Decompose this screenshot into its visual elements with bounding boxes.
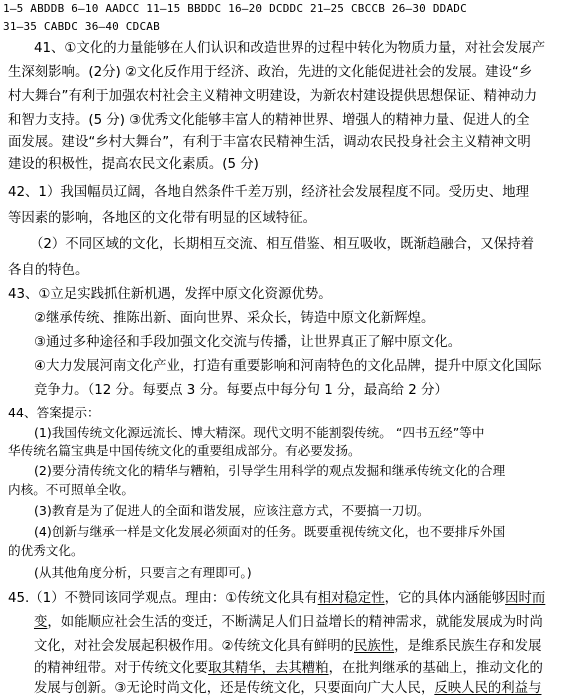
q41-line-3: 村大舞台”有利于加强农村社会主义精神文明建设，为新农村建设提供思想保证、精神动力 [8, 89, 538, 104]
q44-line-1: 44、答案提示： [8, 405, 100, 420]
q41-line-1: 41、①文化的力量能够在人们认识和改造世界的过程中转化为物质力量，对社会发展产 [34, 41, 546, 56]
q45-underline-essence: 取其精华，去其糟粕 [208, 661, 329, 676]
q45-line-3: 文化，对社会发展起积极作用。②传统文化具有鲜明的民族性，是维系民族生存和发展 [34, 639, 542, 654]
q45-line-2: 变，如能顺应社会生活的变迁，不断满足人们日益增长的精神需求，就能发展成为时尚 [34, 615, 543, 630]
q43-line-4: ④大力发展河南文化产业，打造有重要影响和河南特色的文化品牌，提升中原文化国际 [34, 359, 542, 374]
q42-line-3: （2）不同区域的文化，长期相互交流、相互借鉴、相互吸收，既渐趋融合，又保持着 [30, 237, 534, 252]
q45-line-4: 的精神纽带。对于传统文化要取其精华，去其糟粕，在批判继承的基础上，推动文化的 [34, 661, 543, 676]
q42-line-1: 42、1）我国幅员辽阔，各地自然条件千差万别，经济社会发展程度不同。受历史、地理 [8, 185, 530, 200]
q43-line-2: ②继承传统、推陈出新、面向世界、采众长，铸造中原文化新辉煌。 [34, 311, 435, 326]
q45-underline-change: 因时而 [505, 591, 546, 606]
q44-line-7: (4)创新与继承一样是文化发展必须面对的任务。既要重视传统文化，也不要排斥外国 [34, 524, 506, 539]
q44-line-8: 的优秀文化。 [8, 543, 84, 558]
q45-underline-interests: 反映人民的利益与 [434, 681, 542, 696]
q44-line-6: (3)教育是为了促进人的全面和谐发展，应该注意方式，不要搞一刀切。 [34, 503, 430, 518]
q45-line-5: 发展与创新。③无论时尚文化，还是传统文化，只要面向广大人民，反映人民的利益与 [34, 681, 542, 696]
q42-line-2: 等因素的影响，各地区的文化带有明显的区域特征。 [8, 211, 316, 226]
q45-underline-nationality: 民族性 [354, 639, 395, 654]
q44-line-2: (1)我国传统文化源远流长、博大精深。现代文明不能割裂传统。 “四书五经”等中 [34, 425, 485, 440]
q45-line-1: 45.（1）不赞同该同学观点。理由：①传统文化具有相对稳定性，它的具体内涵能够因时而 [8, 591, 546, 606]
q45-underline-stability: 相对稳定性 [317, 591, 385, 606]
q43-line-1: 43、①立足实践抓住新机遇，发挥中原文化资源优势。 [8, 287, 332, 302]
q41-line-6: 建设的积极性，提高农民文化素质。(5 分) [8, 157, 259, 172]
q43-line-3: ③通过多种途径和手段加强文化交流与传播，让世界真正了解中原文化。 [34, 335, 462, 350]
choice-answers-line-1: 1—5 ABDDB 6—10 AADCC 11—15 BBDDC 16—20 DCDDC 21—25 CBCCB 26—30 DDADC [3, 2, 467, 15]
q42-line-4: 各自的特色。 [8, 263, 89, 278]
q44-line-4: (2)要分清传统文化的精华与糟粕，引导学生用科学的观点发掘和继承传统文化的合理 [34, 463, 506, 478]
q43-line-5: 竞争力。（12 分。每要点 3 分。每要点中每分句 1 分，最高给 2 分） [34, 383, 448, 398]
q41-line-5: 面发展。建设“乡村大舞台”，有利于丰富农民精神生活，调动农民投身社会主义精神文明 [8, 135, 531, 150]
q41-line-4: 和智力支持。(5 分) ③优秀文化能够丰富人的精神世界、增强人的精神力量、促进人的全 [8, 113, 530, 128]
q44-line-3: 华传统名篇宝典是中国传统文化的重要组成部分。有必要发扬。 [8, 443, 361, 458]
q44-line-5: 内核。不可照单全收。 [8, 482, 134, 497]
q41-line-2: 生深刻影响。(2分) ②文化反作用于经济、政治，先进的文化能促进社会的发展。建设“乡 [8, 65, 533, 80]
choice-answers-line-2: 31—35 CABDC 36—40 CDCAB [3, 20, 160, 33]
q44-line-9: (从其他角度分析，只要言之有理即可。) [34, 565, 252, 580]
q45-underline-change-cont: 变 [34, 615, 48, 630]
